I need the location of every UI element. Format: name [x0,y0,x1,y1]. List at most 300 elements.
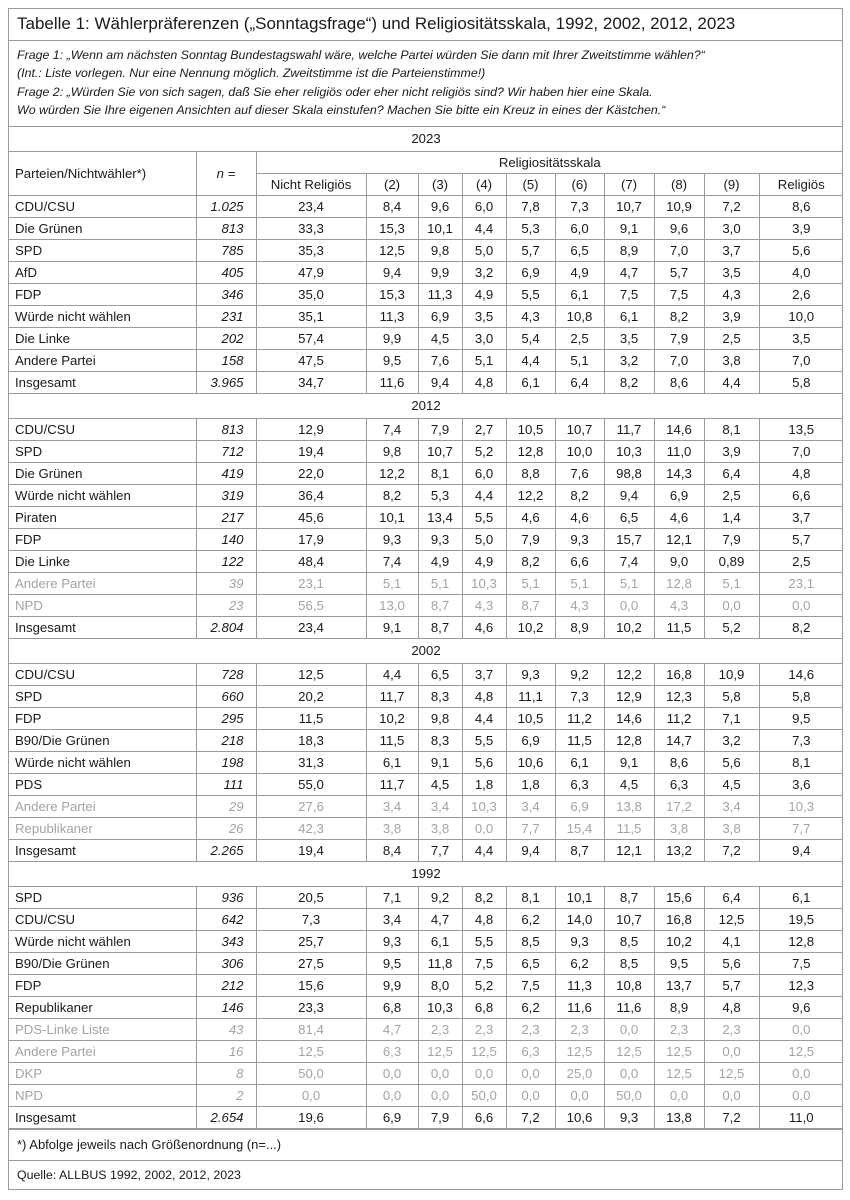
table-row [9,462,843,484]
party-name: Insgesamt [9,371,196,393]
scale-value: 1,4 [704,506,759,528]
scale-value: 23,3 [256,996,366,1018]
scale-value: 2,5 [759,550,843,572]
scale-value: 11,5 [654,616,704,638]
sample-size: 39 [196,572,256,594]
scale-value: 0,0 [759,1062,843,1084]
scale-value: 34,7 [256,371,366,393]
scale-value: 13,0 [366,594,418,616]
scale-value: 12,8 [604,729,654,751]
scale-value: 20,5 [256,886,366,908]
scale-value: 4,3 [506,305,555,327]
scale-column-header: (5) [506,173,555,195]
section-year-row [9,638,843,663]
scale-value: 0,0 [654,1084,704,1106]
scale-value: 10,3 [604,440,654,462]
scale-value: 23,4 [256,195,366,217]
scale-value: 7,3 [555,195,604,217]
scale-value: 8,2 [654,305,704,327]
scale-value: 3,9 [704,305,759,327]
scale-value: 4,8 [462,685,506,707]
questions-block [9,41,842,127]
scale-value: 6,9 [366,1106,418,1128]
scale-value: 7,3 [555,685,604,707]
scale-value: 6,6 [555,550,604,572]
scale-value: 8,1 [506,886,555,908]
scale-value: 10,7 [555,418,604,440]
table-row [9,952,843,974]
scale-value: 8,2 [462,886,506,908]
party-name: DKP [9,1062,196,1084]
scale-value: 7,5 [654,283,704,305]
scale-value: 14,3 [654,462,704,484]
scale-value: 6,2 [506,996,555,1018]
scale-value: 4,9 [462,550,506,572]
scale-value: 10,7 [418,440,462,462]
scale-value: 3,9 [759,217,843,239]
scale-value: 5,2 [462,974,506,996]
scale-value: 11,0 [759,1106,843,1128]
scale-value: 6,5 [506,952,555,974]
scale-value: 45,6 [256,506,366,528]
scale-value: 4,5 [418,773,462,795]
scale-value: 10,5 [506,707,555,729]
scale-value: 11,7 [604,418,654,440]
scale-value: 11,6 [604,996,654,1018]
scale-value: 0,0 [462,1062,506,1084]
section-year-row [9,393,843,418]
scale-value: 9,3 [418,528,462,550]
table-row [9,974,843,996]
scale-value: 7,6 [555,462,604,484]
scale-value: 10,5 [506,418,555,440]
scale-value: 7,2 [704,839,759,861]
sample-size: 728 [196,663,256,685]
scale-value: 4,4 [366,663,418,685]
scale-value: 11,2 [555,707,604,729]
party-name: Die Linke [9,327,196,349]
scale-value: 8,7 [604,886,654,908]
scale-value: 6,5 [418,663,462,685]
scale-value: 47,9 [256,261,366,283]
scale-value: 0,0 [462,817,506,839]
sample-size: 23 [196,594,256,616]
scale-value: 0,0 [759,594,843,616]
sample-size: 712 [196,440,256,462]
scale-value: 5,0 [462,528,506,550]
section-year: 2002 [9,638,843,663]
sample-size: 343 [196,930,256,952]
scale-value: 3,5 [759,327,843,349]
scale-value: 11,6 [366,371,418,393]
table-row [9,886,843,908]
scale-value: 1,8 [462,773,506,795]
scale-value: 6,4 [704,462,759,484]
scale-value: 12,8 [759,930,843,952]
scale-value: 8,9 [604,239,654,261]
table-row [9,572,843,594]
scale-value: 19,4 [256,839,366,861]
party-name: SPD [9,239,196,261]
scale-value: 6,3 [506,1040,555,1062]
scale-value: 5,8 [704,685,759,707]
scale-column-header: (3) [418,173,462,195]
sample-size: 642 [196,908,256,930]
scale-value: 9,6 [654,217,704,239]
party-name: AfD [9,261,196,283]
scale-value: 4,9 [555,261,604,283]
party-name: Insgesamt [9,839,196,861]
party-name: Andere Partei [9,1040,196,1062]
scale-value: 0,0 [759,1084,843,1106]
scale-value: 5,6 [462,751,506,773]
sample-size: 43 [196,1018,256,1040]
scale-value: 15,6 [256,974,366,996]
scale-value: 8,9 [555,616,604,638]
scale-value: 6,9 [506,729,555,751]
scale-value: 35,1 [256,305,366,327]
scale-value: 10,1 [418,217,462,239]
scale-value: 19,6 [256,1106,366,1128]
scale-value: 7,1 [366,886,418,908]
table-document [8,8,843,1190]
sample-size: 405 [196,261,256,283]
scale-value: 11,2 [654,707,704,729]
sample-size: 813 [196,217,256,239]
sample-size: 122 [196,550,256,572]
scale-value: 12,2 [604,663,654,685]
sample-size: 2.265 [196,839,256,861]
party-name: Andere Partei [9,349,196,371]
table-row [9,707,843,729]
party-name: FDP [9,707,196,729]
scale-value: 9,8 [418,707,462,729]
sample-size: 813 [196,418,256,440]
scale-value: 6,1 [604,305,654,327]
scale-value: 6,4 [704,886,759,908]
scale-value: 12,5 [654,1062,704,1084]
scale-value: 17,9 [256,528,366,550]
scale-value: 10,6 [506,751,555,773]
scale-value: 6,8 [462,996,506,1018]
scale-value: 6,2 [506,908,555,930]
scale-value: 4,5 [704,773,759,795]
scale-value: 4,3 [555,594,604,616]
scale-value: 19,4 [256,440,366,462]
scale-value: 5,4 [506,327,555,349]
scale-value: 13,8 [604,795,654,817]
table-body [9,127,843,1129]
scale-value: 5,0 [462,239,506,261]
party-name: SPD [9,685,196,707]
scale-value: 4,7 [604,261,654,283]
question-line: Wo würden Sie Ihre eigenen Ansichten auf dieser Skala einstufen? Machen Sie bitte ein Kreuz in eines der Kästchen.“ [17,103,666,118]
scale-column-header: (7) [604,173,654,195]
scale-value: 8,3 [418,729,462,751]
scale-value: 10,3 [462,795,506,817]
party-name: FDP [9,528,196,550]
scale-value: 0,0 [704,1040,759,1062]
scale-value: 5,3 [506,217,555,239]
scale-value: 7,5 [759,952,843,974]
scale-value: 11,5 [256,707,366,729]
scale-value: 17,2 [654,795,704,817]
scale-value: 31,3 [256,751,366,773]
scale-value: 3,8 [654,817,704,839]
scale-value: 6,3 [366,1040,418,1062]
scale-value: 3,4 [506,795,555,817]
scale-value: 47,5 [256,349,366,371]
party-name: Die Grünen [9,462,196,484]
scale-value: 12,9 [256,418,366,440]
scale-value: 0,0 [604,1018,654,1040]
scale-value: 4,6 [654,506,704,528]
scale-value: 0,0 [506,1062,555,1084]
scale-value: 3,5 [462,305,506,327]
scale-value: 8,9 [654,996,704,1018]
scale-value: 5,1 [462,349,506,371]
scale-value: 3,5 [604,327,654,349]
scale-value: 9,9 [418,261,462,283]
party-name: SPD [9,886,196,908]
scale-value: 0,0 [555,1084,604,1106]
scale-value: 12,1 [654,528,704,550]
party-column-header: Parteien/Nichtwähler*) [9,151,196,195]
scale-value: 12,3 [759,974,843,996]
scale-value: 5,5 [462,506,506,528]
sample-size: 8 [196,1062,256,1084]
scale-value: 7,0 [654,349,704,371]
scale-value: 8,2 [604,371,654,393]
scale-value: 7,5 [506,974,555,996]
scale-value: 23,4 [256,616,366,638]
sample-size: 231 [196,305,256,327]
scale-value: 9,5 [759,707,843,729]
scale-value: 10,2 [366,707,418,729]
party-name: SPD [9,440,196,462]
sample-size: 218 [196,729,256,751]
scale-value: 4,8 [462,908,506,930]
scale-value: 0,0 [704,1084,759,1106]
sample-size: 16 [196,1040,256,1062]
table-row [9,305,843,327]
scale-value: 3,0 [462,327,506,349]
scale-value: 3,4 [418,795,462,817]
scale-value: 10,3 [462,572,506,594]
sample-size: 2.804 [196,616,256,638]
sample-size: 1.025 [196,195,256,217]
scale-value: 8,5 [604,930,654,952]
scale-value: 9,3 [506,663,555,685]
scale-value: 6,9 [555,795,604,817]
sample-size: 3.965 [196,371,256,393]
scale-value: 11,7 [366,685,418,707]
scale-value: 14,0 [555,908,604,930]
scale-header: Religiositätsskala [256,151,843,173]
scale-column-header: (8) [654,173,704,195]
sample-size: 785 [196,239,256,261]
scale-value: 10,8 [555,305,604,327]
scale-value: 5,2 [704,616,759,638]
scale-value: 7,1 [704,707,759,729]
question-line: Frage 2: „Würden Sie von sich sagen, daß Sie eher religiös oder eher nicht religiös sind? Wir haben hier eine Skala. [17,84,653,99]
scale-value: 9,2 [555,663,604,685]
table-row [9,261,843,283]
scale-column-header: Nicht Religiös [256,173,366,195]
scale-value: 16,8 [654,908,704,930]
scale-value: 0,0 [759,1018,843,1040]
scale-value: 50,0 [256,1062,366,1084]
scale-value: 5,8 [759,685,843,707]
scale-value: 2,3 [462,1018,506,1040]
scale-value: 11,7 [366,773,418,795]
scale-value: 9,9 [366,974,418,996]
scale-value: 8,1 [418,462,462,484]
sample-size: 2.654 [196,1106,256,1128]
scale-value: 6,1 [555,751,604,773]
scale-value: 12,8 [506,440,555,462]
scale-value: 12,5 [704,908,759,930]
scale-value: 4,7 [366,1018,418,1040]
sample-size: 346 [196,283,256,305]
sample-size: 111 [196,773,256,795]
scale-value: 5,2 [462,440,506,462]
scale-value: 7,2 [704,1106,759,1128]
scale-value: 12,8 [654,572,704,594]
scale-value: 3,6 [759,773,843,795]
scale-value: 4,3 [462,594,506,616]
scale-value: 0,89 [704,550,759,572]
party-name: Die Grünen [9,217,196,239]
scale-value: 7,5 [604,283,654,305]
scale-value: 6,5 [555,239,604,261]
scale-value: 5,1 [506,572,555,594]
scale-value: 5,1 [555,349,604,371]
party-name: Würde nicht wählen [9,930,196,952]
scale-value: 3,5 [704,261,759,283]
question-line: (Int.: Liste vorlegen. Nur eine Nennung möglich. Zweitstimme ist die Parteienstimme!) [17,66,486,81]
scale-value: 9,3 [555,930,604,952]
scale-value: 4,4 [704,371,759,393]
scale-value: 6,6 [759,484,843,506]
scale-value: 7,4 [604,550,654,572]
scale-value: 5,5 [462,729,506,751]
scale-value: 12,5 [759,1040,843,1062]
scale-value: 4,9 [462,283,506,305]
scale-value: 14,6 [759,663,843,685]
sample-size: 140 [196,528,256,550]
scale-value: 7,0 [759,440,843,462]
scale-value: 13,4 [418,506,462,528]
table-row [9,1062,843,1084]
scale-value: 2,3 [506,1018,555,1040]
scale-value: 15,6 [654,886,704,908]
scale-value: 25,0 [555,1062,604,1084]
scale-value: 3,7 [759,506,843,528]
scale-value: 8,8 [506,462,555,484]
scale-value: 11,3 [555,974,604,996]
scale-value: 7,7 [506,817,555,839]
scale-value: 10,3 [418,996,462,1018]
scale-value: 12,5 [704,1062,759,1084]
table-row [9,773,843,795]
scale-value: 8,2 [555,484,604,506]
table-row [9,550,843,572]
table-row [9,930,843,952]
table-title: Tabelle 1: Wählerpräferenzen („Sonntagsfrage“) und Religiositätsskala, 1992, 2002, 2012, 2023 [9,9,842,41]
scale-value: 10,2 [506,616,555,638]
scale-value: 7,9 [418,1106,462,1128]
scale-value: 5,5 [462,930,506,952]
section-year-row [9,861,843,886]
scale-value: 6,1 [506,371,555,393]
scale-value: 10,7 [604,195,654,217]
scale-value: 10,0 [555,440,604,462]
scale-value: 7,4 [366,550,418,572]
scale-value: 35,0 [256,283,366,305]
scale-column-header: (4) [462,173,506,195]
scale-value: 12,2 [506,484,555,506]
scale-value: 10,1 [555,886,604,908]
scale-value: 8,7 [418,616,462,638]
scale-value: 4,6 [462,616,506,638]
party-name: CDU/CSU [9,663,196,685]
scale-value: 12,1 [604,839,654,861]
scale-value: 9,9 [366,327,418,349]
scale-value: 3,7 [704,239,759,261]
scale-value: 4,4 [462,707,506,729]
n-column-header: n = [196,151,256,195]
scale-value: 10,6 [555,1106,604,1128]
scale-value: 6,1 [366,751,418,773]
scale-value: 0,0 [418,1084,462,1106]
scale-value: 4,3 [704,283,759,305]
scale-value: 6,9 [654,484,704,506]
scale-value: 6,5 [604,506,654,528]
sample-size: 202 [196,327,256,349]
scale-value: 5,7 [704,974,759,996]
party-name: B90/Die Grünen [9,952,196,974]
scale-value: 0,0 [418,1062,462,1084]
scale-value: 15,3 [366,217,418,239]
scale-value: 8,6 [759,195,843,217]
header-row [9,151,843,173]
scale-value: 4,8 [704,996,759,1018]
party-name: Insgesamt [9,616,196,638]
scale-value: 6,1 [418,930,462,952]
party-name: FDP [9,283,196,305]
scale-value: 12,5 [555,1040,604,1062]
scale-value: 2,7 [462,418,506,440]
table-row [9,349,843,371]
party-name: NPD [9,594,196,616]
scale-value: 2,5 [704,327,759,349]
scale-value: 0,0 [506,1084,555,1106]
scale-value: 98,8 [604,462,654,484]
table-row [9,908,843,930]
party-name: Die Linke [9,550,196,572]
scale-value: 9,8 [366,440,418,462]
scale-value: 11,3 [418,283,462,305]
scale-value: 2,3 [654,1018,704,1040]
scale-value: 9,1 [366,616,418,638]
scale-value: 36,4 [256,484,366,506]
table-row [9,751,843,773]
scale-value: 15,4 [555,817,604,839]
scale-value: 10,2 [604,616,654,638]
scale-value: 7,9 [506,528,555,550]
scale-value: 5,1 [555,572,604,594]
